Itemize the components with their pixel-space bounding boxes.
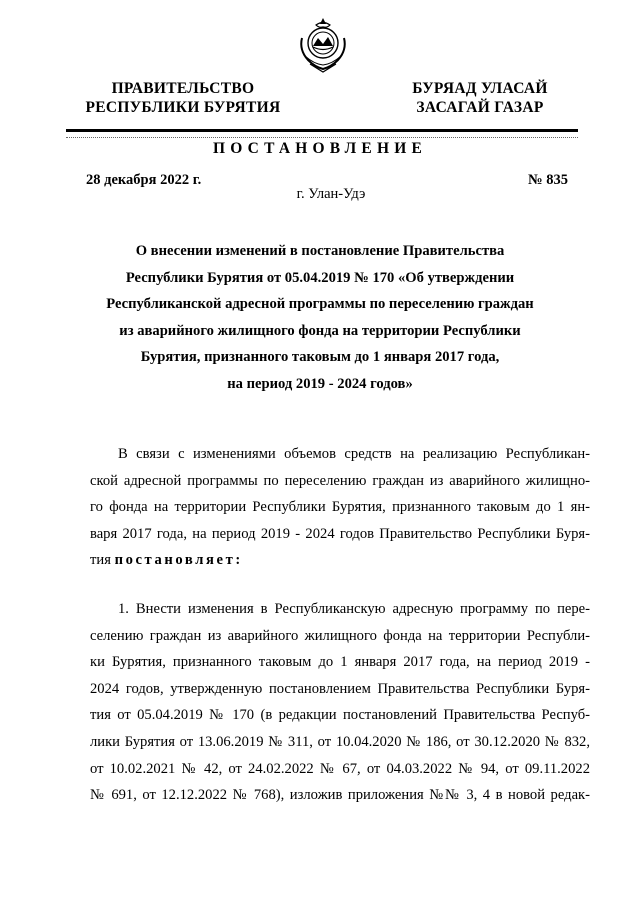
title-line: Бурятия, признанного таковым до 1 января 2017 года, bbox=[140, 349, 500, 366]
paragraph-line: ки Бурятия, признанного таковым до 1 января 2017 года, на период 2019 - bbox=[90, 654, 590, 671]
paragraph-line bbox=[90, 547, 590, 574]
document-title bbox=[60, 238, 580, 398]
title-line: на период 2019 - 2024 годов» bbox=[227, 375, 413, 392]
title-line: из аварийного жилищного фонда на территории Республики bbox=[119, 322, 521, 339]
resolution-keyword: постановляет: bbox=[114, 552, 243, 569]
paragraph-line: от 10.02.2021 № 42, от 24.02.2022 № 67, от 04.03.2022 № 94, от 09.11.2022 bbox=[90, 760, 590, 777]
paragraph-line: 2024 годов, утвержденную постановлением Правительства Республики Буря- bbox=[90, 680, 590, 697]
document-date: 28 декабря 2022 г. bbox=[86, 172, 202, 188]
paragraph-line-prefix: тия bbox=[90, 552, 115, 569]
government-name-buryat bbox=[375, 79, 585, 117]
paragraph-line: селению граждан из аварийного жилищного фонда на территории Республи- bbox=[90, 627, 590, 644]
title-line: Республики Бурятия от 05.04.2019 № 170 «Об утверждении bbox=[125, 269, 515, 286]
paragraph-line: варя 2017 года, на период 2019 - 2024 годов Правительство Республики Буря- bbox=[90, 525, 590, 542]
paragraph-line: тия от 05.04.2019 № 170 (в редакции постановлений Правительства Респуб- bbox=[90, 707, 590, 724]
government-name-line: РЕСПУБЛИКИ БУРЯТИЯ bbox=[85, 99, 281, 116]
government-name-line: ПРАВИТЕЛЬСТВО bbox=[111, 80, 255, 97]
document-city: г. Улан-Удэ bbox=[296, 186, 366, 202]
preamble-paragraph bbox=[90, 441, 590, 574]
paragraph-line: го фонда на территории Республики Бурятия, признанного таковым до 1 ян- bbox=[90, 499, 590, 516]
paragraph-line: В связи с изменениями объемов средств на реализацию Республикан- bbox=[118, 446, 590, 462]
paragraph-line: № 691, от 12.12.2022 № 768), изложив приложения №№ 3, 4 в новой редак- bbox=[90, 787, 590, 804]
title-line: О внесении изменений в постановление Правительства bbox=[135, 243, 505, 259]
paragraph-line: ской адресной программы по переселению граждан из аварийного жилищно- bbox=[90, 472, 590, 489]
header-divider-dotted bbox=[66, 137, 578, 138]
clause-1-paragraph bbox=[90, 596, 590, 809]
paragraph-line: 1. Внести изменения в Республиканскую адресную программу по пере- bbox=[118, 601, 590, 617]
paragraph-line: лики Бурятия от 13.06.2019 № 311, от 10.04.2020 № 186, от 30.12.2020 № 832, bbox=[90, 733, 590, 750]
government-name-russian bbox=[68, 79, 298, 117]
document-number: № 835 bbox=[528, 172, 568, 188]
government-name-line: БУРЯАД УЛАСАЙ bbox=[412, 80, 548, 97]
document-type: ПОСТАНОВЛЕНИЕ bbox=[212, 140, 428, 157]
title-line: Республиканской адресной программы по переселению граждан bbox=[106, 296, 534, 313]
coat-of-arms-emblem bbox=[296, 16, 350, 74]
government-name-line: ЗАСАГАЙ ГАЗАР bbox=[416, 99, 544, 116]
header-divider-thick bbox=[66, 129, 578, 132]
